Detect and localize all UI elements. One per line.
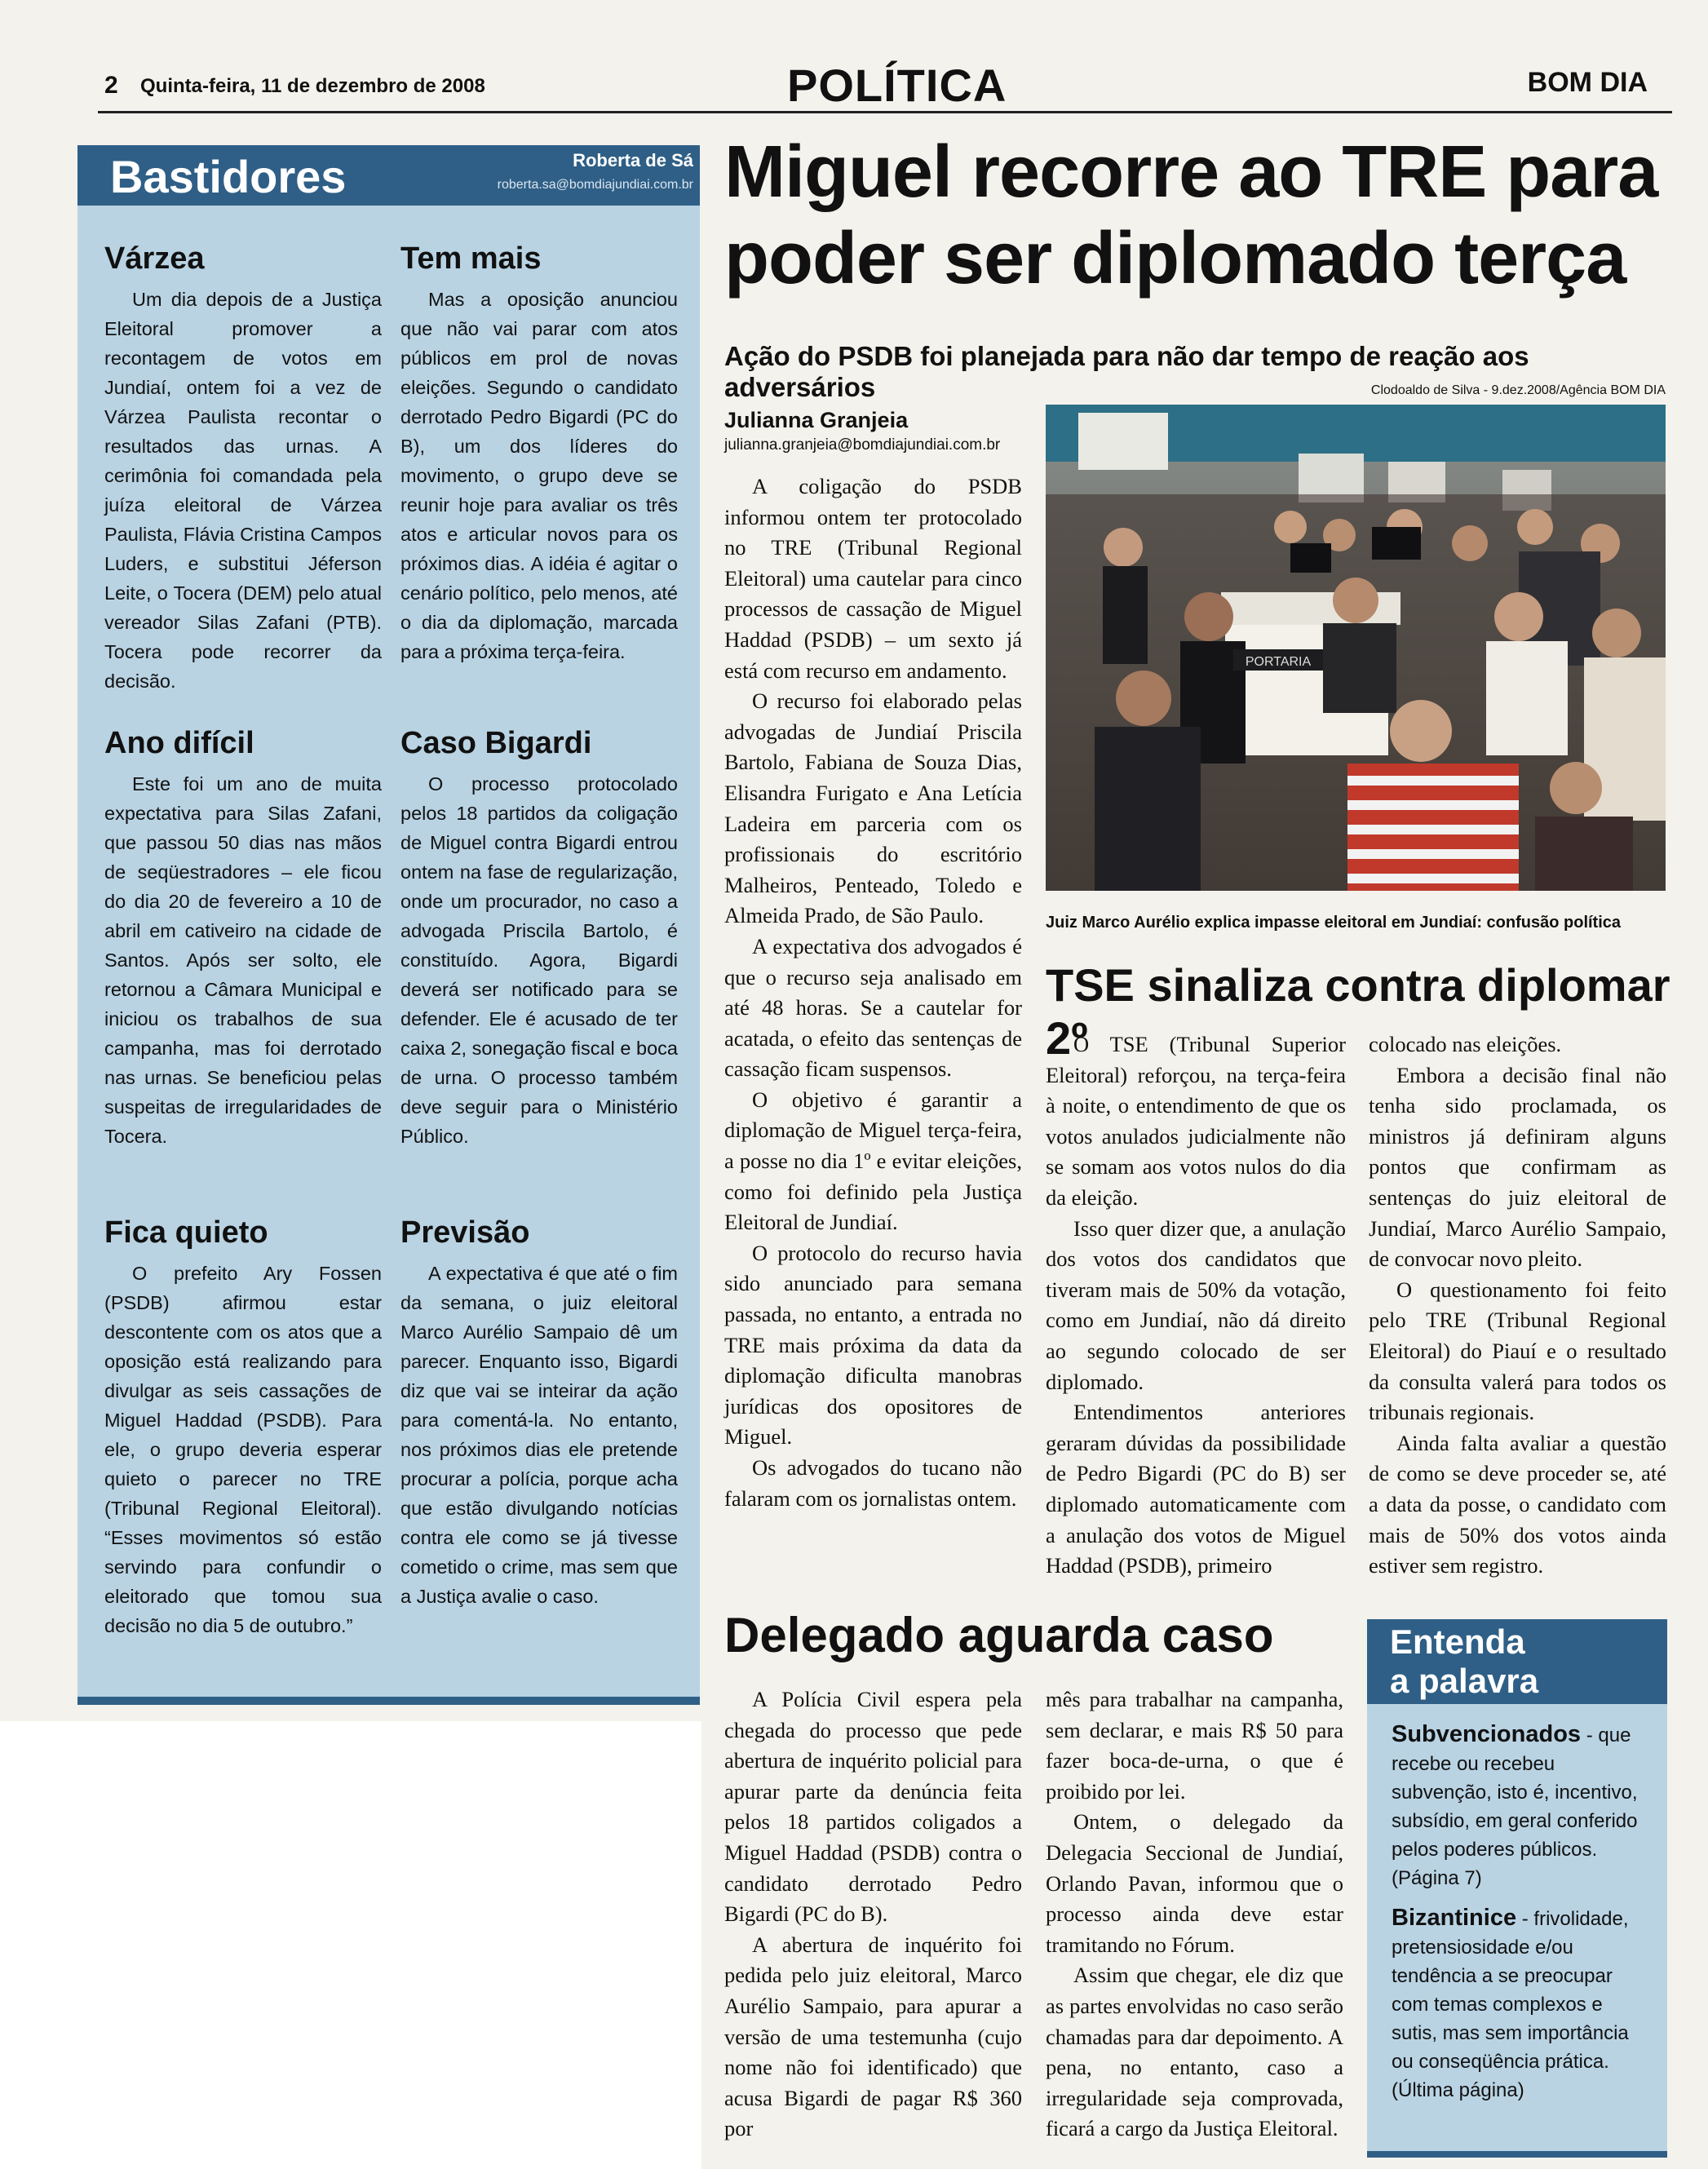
note-text: Mas a oposição anunciou que não vai parar com atos públicos em prol de novas eleições. Segundo o candidato derrotado Pedro Bigardi (PC do B), um dos líderes do movimento, o grupo deve se reunir hoje para avaliar os três atos e articular novos para os próximos dias. A idéia é agitar o cenário político, pelo menos, até o dia da diplomação, marcada para a próxima terça-feira. bbox=[400, 289, 678, 662]
note-text: A expectativa é que até o fim da semana, o juiz eleitoral Marco Aurélio Sampaio dê um parecer. Enquanto isso, Bigardi diz que vai se inteirar da ação para comentá-la. No entanto, nos próximos dias ele pretende procurar a polícia, porque acha que estão divulgando notícias contra ele como se já tivesse cometido o crime, mas sem que a Justiça avalie o caso. bbox=[400, 1263, 678, 1607]
page-date: Quinta-feira, 11 de dezembro de 2008 bbox=[140, 75, 485, 97]
delegado-paragraph: mês para trabalhar na campanha, sem declarar, e mais R$ 50 para fazer boca-de-urna, o que é proibido por lei. bbox=[1046, 1687, 1343, 1804]
note-ano-dificil bbox=[104, 726, 382, 1151]
press-photo bbox=[1046, 405, 1666, 891]
note-text: Este foi um ano de muita expectativa para Silas Zafani, que passou 50 dias nas mãos de seqüestradores – ele ficou do dia 20 de fevereiro a 10 de abril em cativeiro na cidade de Santos. Após ser solto, ele retornou a Câmara Municipal e iniciou os trabalhos de sua campanha, mas foi derrotado nas urnas. Se beneficiou pelas suspeitas de irregularidades de Tocera. bbox=[104, 773, 382, 1147]
note-varzea bbox=[104, 241, 382, 696]
photo-credit: Clodoaldo de Silva - 9.dez.2008/Agência BOM DIA bbox=[1370, 383, 1666, 397]
glossary-term: Subvencionados bbox=[1392, 1721, 1582, 1747]
byline-author: Julianna Granjeia bbox=[724, 408, 909, 432]
delegado-paragraph: A abertura de inquérito foi pedida pelo juiz eleitoral, Marco Aurélio Sampaio, para apurar a versão de uma testemunha (cujo nome não foi identificado) que acusa Bigardi de pagar R$ 360 por bbox=[724, 1932, 1022, 2141]
note-text: O processo protocolado pelos 18 partidos da coligação de Miguel contra Bigardi entrou ontem na fase de regularização, onde um procurador, no caso a advogada Priscila Bartolo, é constituído. Agora, Bigardi deverá ser notificado para se defender. Ele é acusado de ter caixa 2, sonegação fiscal e boca de urna. O processo também deve seguir para o Ministério Público. bbox=[400, 773, 678, 1147]
article-paragraph: Os advogados do tucano não falaram com os jornalistas ontem. bbox=[724, 1455, 1022, 1511]
header-rule bbox=[98, 111, 1672, 113]
bastidores-header bbox=[77, 145, 700, 206]
delegado-headline: Delegado aguarda caso bbox=[724, 1608, 1274, 1662]
blank-area bbox=[0, 1721, 701, 2169]
tse-paragraph: Isso quer dizer que, a anulação dos votos dos candidatos que tiveram mais de 50% da votação, como em Jundiaí, não dá direito ao segundo colocado de ser diplomado. bbox=[1046, 1215, 1346, 1394]
note-text: O prefeito Ary Fossen (PSDB) afirmou estar descontente com os atos que a oposição está realizando para divulgar as seis cassações de Miguel Haddad (PSDB). Para ele, o grupo deveria esperar quieto o parecer no TRE (Tribunal Regional Eleitoral). “Esses movimentos só estão servindo para confundir o eleitorado que tomou sua decisão no dia 5 de outubro.” bbox=[104, 1263, 382, 1636]
note-heading: Caso Bigardi bbox=[400, 726, 592, 760]
page-header bbox=[98, 57, 1672, 111]
glossary-definition: - frivolidade, pretensiosidade e/ou tendência a se preocupar com temas complexos e sutis, mas sem importância ou conseqüência prática. (Última página) bbox=[1392, 1908, 1629, 2101]
photo-caption: Juiz Marco Aurélio explica impasse eleitoral em Jundiaí: confusão política bbox=[1046, 914, 1622, 932]
glossary-entry bbox=[1392, 1720, 1653, 1892]
page-number: 2 bbox=[104, 72, 118, 99]
tse-paragraph: colocado nas eleições. bbox=[1369, 1032, 1562, 1056]
glossary-definition: - que recebe ou recebeu subvenção, isto é, incentivo, subsídio, em geral conferido pelos poderes públicos. (Página 7) bbox=[1392, 1724, 1638, 1889]
article-paragraph: O objetivo é garantir a diplomação de Miguel terça-feira, a posse no dia 1º e evitar eleições, como foi definido pela Justiça Eleitoral de Jundiaí. bbox=[724, 1087, 1022, 1235]
note-caso-bigardi bbox=[400, 726, 678, 1151]
note-heading: Previsão bbox=[400, 1215, 530, 1250]
tse-paragraph: Entendimentos anteriores geraram dúvidas da possibilidade de Pedro Bigardi (PC do B) ser diplomado automaticamente com a anulação dos votos de Miguel Haddad (PSDB), primeiro bbox=[1046, 1400, 1346, 1578]
tse-body-col1 bbox=[1046, 1029, 1346, 1582]
article-paragraph: O recurso foi elaborado pelas advogadas de Jundiaí Priscila Bartolo, Fabiana de Souza Dias, Elisandra Furigato e Ana Letícia Ladeira em parceria com os profissionais do escritório Malheiros, Penteado, Toledo e Almeida Prado, de São Paulo. bbox=[724, 688, 1022, 928]
glossary-body bbox=[1392, 1720, 1653, 2116]
glossary-box bbox=[1367, 1619, 1667, 2158]
glossary-header bbox=[1367, 1619, 1667, 1704]
sign-text: PORTARIA bbox=[1245, 655, 1312, 669]
tse-body-col2 bbox=[1369, 1029, 1666, 1582]
delegado-body-col2 bbox=[1046, 1684, 1343, 2145]
glossary-entry bbox=[1392, 1904, 1653, 2105]
note-heading: Tem mais bbox=[400, 241, 542, 276]
article-headline: Miguel recorre ao TRE para poder ser diplomado terça bbox=[724, 131, 1658, 299]
bastidores-title: Bastidores bbox=[110, 151, 347, 202]
article-paragraph: O protocolo do recurso havia sido anunciado para semana passada, no entanto, a entrada no TRE mais próxima da data da diplomação dificulta manobras jurídicas dos opositores de Miguel. bbox=[724, 1240, 1022, 1450]
delegado-paragraph: Ontem, o delegado da Delegacia Seccional de Jundiaí, Orlando Pavan, informou que o processo ainda deve estar tramitando no Fórum. bbox=[1046, 1809, 1343, 1957]
note-heading: Várzea bbox=[104, 241, 205, 276]
columnist-email: roberta.sa@bomdiajundiai.com.br bbox=[497, 178, 693, 192]
glossary-title bbox=[1390, 1622, 1538, 1701]
delegado-body-col1 bbox=[724, 1684, 1022, 2145]
bastidores-column bbox=[77, 145, 700, 1705]
newspaper-brand: BOM DIA bbox=[1527, 67, 1648, 98]
glossary-footer-bar bbox=[1367, 2151, 1667, 2158]
note-heading: Fica quieto bbox=[104, 1215, 268, 1250]
tse-paragraph: O questionamento foi feito pelo TRE (Tribunal Regional Eleitoral) do Piauí e o resultado da consulta valerá para todos os tribunais regionais. bbox=[1369, 1277, 1666, 1425]
tse-paragraph: O TSE (Tribunal Superior Eleitoral) reforçou, na terça-feira à noite, o entendimento de que os votos anulados judicialmente não se somam aos votos nulos do dia da eleição. bbox=[1046, 1032, 1346, 1210]
delegado-paragraph: Assim que chegar, ele diz que as partes envolvidas no caso serão chamadas para dar depoimento. A pena, no entanto, caso a irregularidade seja comprovada, ficará a cargo da Justiça Eleitoral. bbox=[1046, 1963, 1343, 2141]
columnist-name: Roberta de Sá bbox=[573, 150, 693, 170]
article-body bbox=[724, 471, 1022, 1514]
glossary-title-line1: Entenda bbox=[1390, 1622, 1525, 1661]
bastidores-footer-bar bbox=[77, 1697, 700, 1705]
article-subhead: Ação do PSDB foi planejada para não dar tempo de reação aos adversários bbox=[724, 341, 1529, 402]
note-text: Um dia depois de a Justiça Eleitoral promover a recontagem de votos em Jundiaí, ontem foi a vez de Várzea Paulista recontar o resultados das urnas. A cerimônia foi comandada pela juíza eleitoral de Várzea Paulista, Flávia Cristina Campos Luders, e substitui Jéferson Leite, o Tocera (DEM) pelo atual vereador Silas Zafani (PTB). Tocera pode recorrer da decisão. bbox=[104, 289, 382, 692]
note-heading: Ano difícil bbox=[104, 726, 254, 760]
delegado-paragraph: A Polícia Civil espera pela chegada do processo que pede abertura de inquérito policial para apurar parte da denúncia feita pelos 18 partidos coligados a Miguel Haddad (PSDB) contra o candidato derrotado Pedro Bigardi (PC do B). bbox=[724, 1687, 1022, 1927]
note-tem-mais bbox=[400, 241, 678, 666]
tse-paragraph: Embora a decisão final não tenha sido proclamada, os ministros já definiram alguns pontos que confirmam as sentenças do juiz eleitoral de Jundiaí, Marco Aurélio Sampaio, de convocar novo pleito. bbox=[1369, 1062, 1666, 1272]
note-previsao bbox=[400, 1215, 678, 1611]
byline-email: julianna.granjeia@bomdiajundiai.com.br bbox=[724, 436, 1001, 454]
article-paragraph: A expectativa dos advogados é que o recurso seja analisado em até 48 horas. Se a cautelar for acatada, o efeito das sentenças de cassação ficam suspensos. bbox=[724, 933, 1022, 1082]
glossary-title-line2: a palavra bbox=[1390, 1662, 1539, 1700]
article-paragraph: A coligação do PSDB informou ontem ter protocolado no TRE (Tribunal Regional Eleitoral) uma cautelar para cinco processos de cassação de Miguel Haddad (PSDB) – um sexto já está com recurso em andamento. bbox=[724, 474, 1022, 683]
note-fica-quieto bbox=[104, 1215, 382, 1640]
section-title: POLÍTICA bbox=[787, 60, 1007, 111]
tse-headline: TSE sinaliza contra diplomar 2º bbox=[1046, 959, 1670, 1064]
glossary-term: Bizantinice bbox=[1392, 1905, 1517, 1931]
tse-paragraph: Ainda falta avaliar a questão de como se deve proceder se, até a data da posse, o candidato com mais de 50% dos votos ainda estiver sem registro. bbox=[1369, 1430, 1666, 1578]
